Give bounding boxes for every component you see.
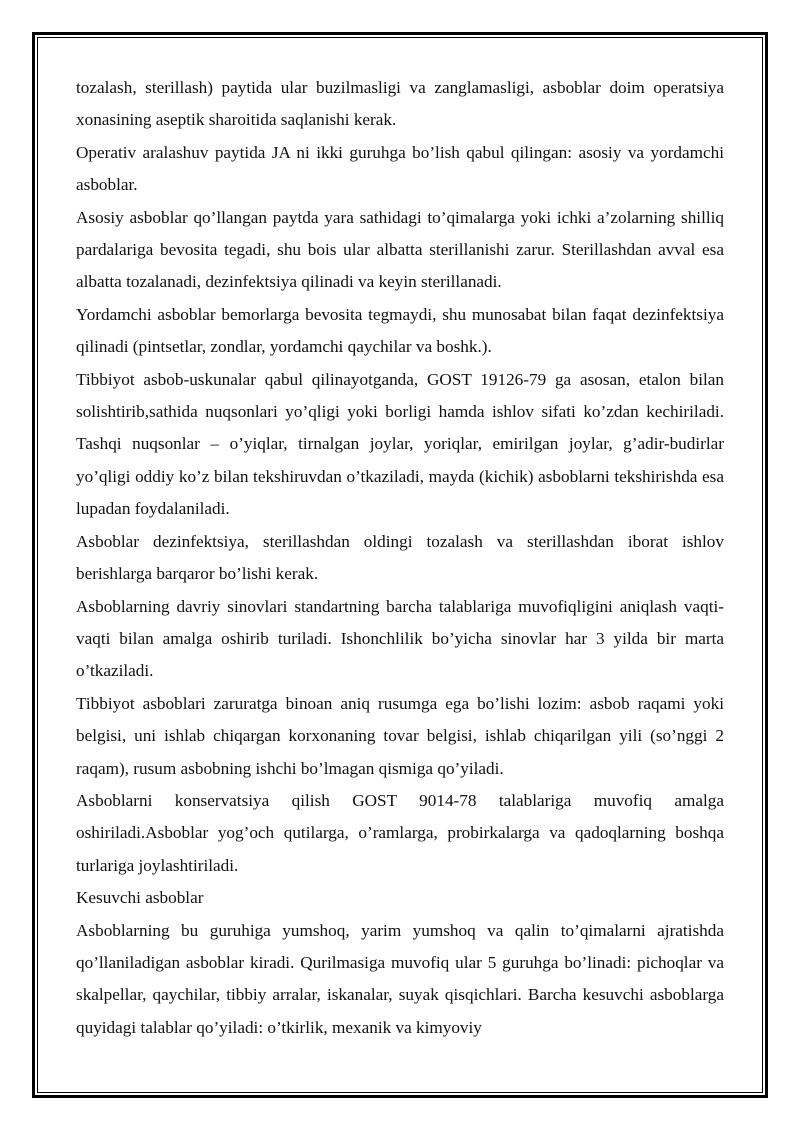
paragraph-processing-resistance: Asboblar dezinfektsiya, sterillashdan oldingi tozalash va sterillashdan iborat ishlov berishlarga barqaror bo’lishi kerak.	[76, 531, 724, 584]
paragraph-instrument-groups: Operativ aralashuv paytida JA ni ikki guruhga bo’lish qabul qilingan: asosiy va yordamchi asboblar.	[76, 142, 724, 195]
paragraph-main-instruments: Asosiy asboblar qo’llangan paytda yara sathidagi to’qimalarga yoki ichki a’zolarning shilliq pardalariga bevosita tegadi, shu bois ular albatta sterillanishi zarur. Sterillashdan avval esa albatta tozalanadi, dezinfektsiya qilinadi va keyin sterillanadi.	[76, 207, 724, 292]
paragraph-periodic-tests: Asboblarning davriy sinovlari standartning barcha talablariga muvofiqligini aniqlash vaqti-vaqti bilan amalga oshirib turiladi. Ishonchlilik bo’yicha sinovlar har 3 yilda bir marta o’tkaziladi.	[76, 596, 724, 681]
paragraph-auxiliary-instruments: Yordamchi asboblar bemorlarga bevosita tegmaydi, shu munosabat bilan faqat dezinfektsiya qilinadi (pintsetlar, zondlar, yordamchi qaychilar va boshk.).	[76, 304, 724, 357]
section-heading-cutting-instruments: Kesuvchi asboblar	[76, 888, 204, 908]
paragraph-cutting-instruments: Asboblarning bu guruhiga yumshoq, yarim yumshoq va qalin to’qimalarni ajratishda qo’llaniladigan asboblar kiradi. Qurilmasiga muvofiq ular 5 guruhga bo’linadi: pichoqlar va skalpellar, qaychilar, tibbiy arralar, iskanalar, suyak qisqichlari. Barcha kesuvchi asboblarga quyidagi talablar qo’yiladi: o’tkirlik, mexanik va kimyoviy	[76, 920, 724, 1037]
document-body	[76, 72, 724, 1044]
paragraph-inspection: Tibbiyot asbob-uskunalar qabul qilinayotganda, GOST 19126-79 ga asosan, etalon bilan solishtirib,sathida nuqsonlari yo’qligi yoki borligi hamda ishlov sifati ko’zdan kechiriladi. Tashqi nuqsonlar – o’yiqlar, tirnalgan joylar, yoriqlar, emirilgan joylar, g’adir-budirlar yo’qligi oddiy ko’z bilan tekshiruvdan o’tkaziladi, mayda (kichik) asboblarni tekshirishda esa lupadan foydalaniladi.	[76, 369, 724, 519]
paragraph-sterilization-storage: tozalash, sterillash) paytida ular buzilmasligi va zanglamasligi, asboblar doim operatsiya xonasining aseptik sharoitida saqlanishi kerak.	[76, 78, 724, 130]
paragraph-conservation: Asboblarni konservatsiya qilish GOST 9014-78 talablariga muvofiq amalga oshiriladi.Asboblar yog’och qutilarga, o’ramlarga, probirkalarga va qadoqlarning boshqa turlariga joylashtiriladi.	[76, 790, 724, 875]
paragraph-marking: Tibbiyot asboblari zaruratga binoan aniq rusumga ega bo’lishi lozim: asbob raqami yoki belgisi, uni ishlab chiqargan korxonaning tovar belgisi, ishlab chiqarilgan yili (so’nggi 2 raqam), rusum asbobning ishchi bo’lmagan qismiga qo’yiladi.	[76, 693, 724, 778]
